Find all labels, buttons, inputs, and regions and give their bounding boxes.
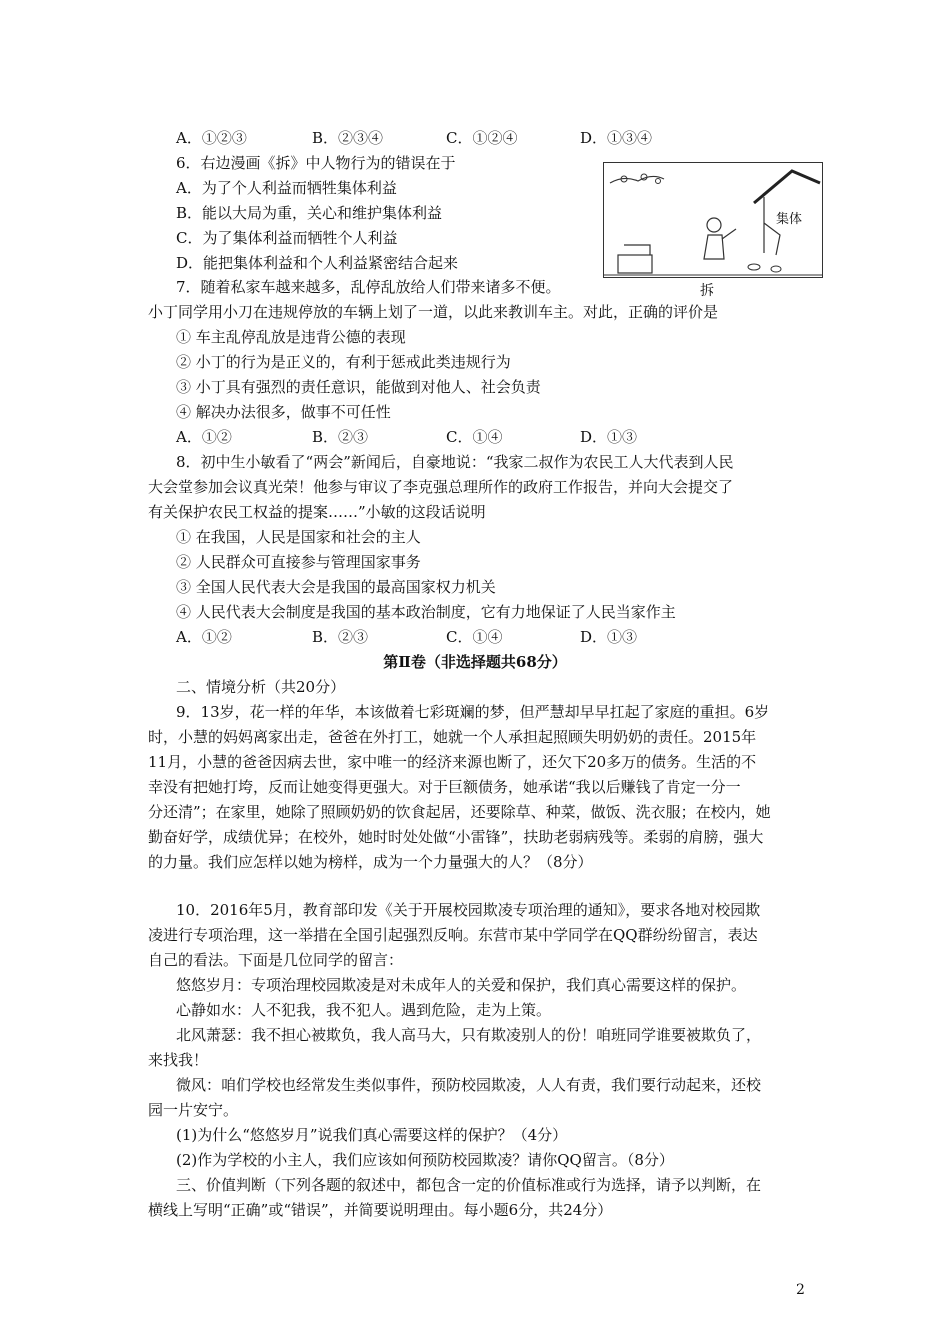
q7-statement-1: ① 车主乱停乱放是违背公德的表现 — [176, 328, 406, 346]
section-2-heading: 第Ⅱ卷（非选择题共68分） — [383, 653, 567, 671]
q8-stem-line1: 8．初中生小敏看了“两会”新闻后，自豪地说：“我家二叔作为农民工人大代表到人民 — [176, 453, 734, 471]
q10-subquestion-1: (1)为什么“悠悠岁月”说我们真心需要这样的保护？（4分） — [176, 1126, 568, 1144]
q8-option-d: D．①③ — [580, 628, 638, 646]
cartoon-caption: 拆 — [700, 283, 714, 299]
q10-line-2: 凌进行专项治理，这一举措在全国引起强烈反响。东营市某中学同学在QQ群纷纷留言，表达 — [148, 926, 758, 944]
cartoon-demolish — [603, 162, 823, 278]
q9-line-7: 的力量。我们应怎样以她为榜样，成为一个力量强大的人？（8分） — [148, 853, 593, 871]
q7-option-d: D．①③ — [580, 428, 638, 446]
q8-stem-line2: 大会堂参加会议真光荣！他参与审议了李克强总理所作的政府工作报告，并向大会提交了 — [148, 478, 734, 496]
q10-line-3: 自己的看法。下面是几位同学的留言： — [148, 951, 404, 969]
q6-option-b: B．能以大局为重，关心和维护集体利益 — [176, 204, 443, 222]
q5-option-d: D．①③④ — [580, 129, 653, 147]
cartoon-wall-text: 集体 — [776, 212, 803, 227]
q6-option-a: A．为了个人利益而牺牲集体利益 — [176, 179, 397, 197]
q10-message-3-line2: 来找我！ — [148, 1051, 209, 1069]
q8-statement-2: ② 人民群众可直接参与管理国家事务 — [176, 553, 421, 571]
q9-line-3: 11月，小慧的爸爸因病去世，家中唯一的经济来源也断了，还欠下20多万的债务。生活的不 — [148, 753, 757, 771]
q8-statement-3: ③ 全国人民代表大会是我国的最高国家权力机关 — [176, 578, 496, 596]
section-2-part-title: 二、情境分析（共20分） — [176, 678, 346, 696]
q8-statement-1: ① 在我国，人民是国家和社会的主人 — [176, 528, 421, 546]
q10-message-3-line1: 北风萧瑟：我不担心被欺负，我人高马大，只有欺凌别人的份！咱班同学谁要被欺负了， — [176, 1026, 762, 1044]
q7-option-a: A．①② — [176, 428, 232, 446]
section-3-title-line1: 三、价值判断（下列各题的叙述中，都包含一定的价值标准或行为选择，请予以判断，在 — [176, 1176, 762, 1194]
q5-option-c: C．①②④ — [446, 129, 518, 147]
q6-option-c: C．为了集体利益而牺牲个人利益 — [176, 229, 398, 247]
q7-stem-line1: 7．随着私家车越来越多，乱停乱放给人们带来诸多不便。 — [176, 278, 561, 296]
page-number: 2 — [796, 1282, 805, 1298]
q5-option-b: B．②③④ — [312, 129, 384, 147]
q7-stem-line2: 小丁同学用小刀在违规停放的车辆上划了一道，以此来教训车主。对此，正确的评价是 — [148, 303, 719, 321]
q5-option-a: A．①②③ — [176, 129, 247, 147]
q7-statement-4: ④ 解决办法很多，做事不可任性 — [176, 403, 391, 421]
q7-statement-3: ③ 小丁具有强烈的责任意识，能做到对他人、社会负责 — [176, 378, 541, 396]
q6-option-d: D．能把集体利益和个人利益紧密结合起来 — [176, 254, 459, 272]
q10-subquestion-2: (2)作为学校的小主人，我们应该如何预防校园欺凌？请你QQ留言。（8分） — [176, 1151, 674, 1169]
q8-option-a: A．①② — [176, 628, 232, 646]
q7-statement-2: ② 小丁的行为是正义的，有利于惩戒此类违规行为 — [176, 353, 511, 371]
q8-stem-line3: 有关保护农民工权益的提案……”小敏的这段话说明 — [148, 503, 486, 521]
q8-statement-4: ④ 人民代表大会制度是我国的基本政治制度，它有力地保证了人民当家作主 — [176, 603, 676, 621]
q8-option-b: B．②③ — [312, 628, 369, 646]
section-3-title-line2: 横线上写明“正确”或“错误”，并简要说明理由。每小题6分，共24分） — [148, 1201, 613, 1219]
q10-line-1: 10．2016年5月，教育部印发《关于开展校园欺凌专项治理的通知》，要求各地对校园欺 — [176, 901, 761, 919]
q10-message-4-line2: 园一片安宁。 — [148, 1101, 239, 1119]
q7-option-c: C．①④ — [446, 428, 503, 446]
q9-line-4: 幸没有把她打垮，反而让她变得更强大。对于巨额债务，她承诺“我以后赚钱了肯定一分一 — [148, 778, 741, 796]
q9-line-6: 勤奋好学，成绩优异；在校外，她时时处处做“小雷锋”，扶助老弱病残等。柔弱的肩膀，强大 — [148, 828, 764, 846]
cartoon-illustration — [604, 163, 822, 277]
q7-option-b: B．②③ — [312, 428, 369, 446]
q8-option-c: C．①④ — [446, 628, 503, 646]
q10-message-4-line1: 微风：咱们学校也经常发生类似事件，预防校园欺凌，人人有责，我们要行动起来，还校 — [176, 1076, 762, 1094]
q10-message-1: 悠悠岁月：专项治理校园欺凌是对未成年人的关爱和保护，我们真心需要这样的保护。 — [176, 976, 747, 994]
q9-line-2: 时，小慧的妈妈离家出走，爸爸在外打工，她就一个人承担起照顾失明奶奶的责任。2015年 — [148, 728, 757, 746]
q9-line-1: 9．13岁，花一样的年华，本该做着七彩斑斓的梦，但严慧却早早扛起了家庭的重担。6岁 — [176, 703, 770, 721]
q6-stem: 6．右边漫画《拆》中人物行为的错误在于 — [176, 154, 456, 172]
q10-message-2: 心静如水：人不犯我，我不犯人。遇到危险，走为上策。 — [176, 1001, 552, 1019]
q9-line-5: 分还清”；在家里，她除了照顾奶奶的饮食起居，还要除草、种菜，做饭、洗衣服；在校内，她 — [148, 803, 771, 821]
